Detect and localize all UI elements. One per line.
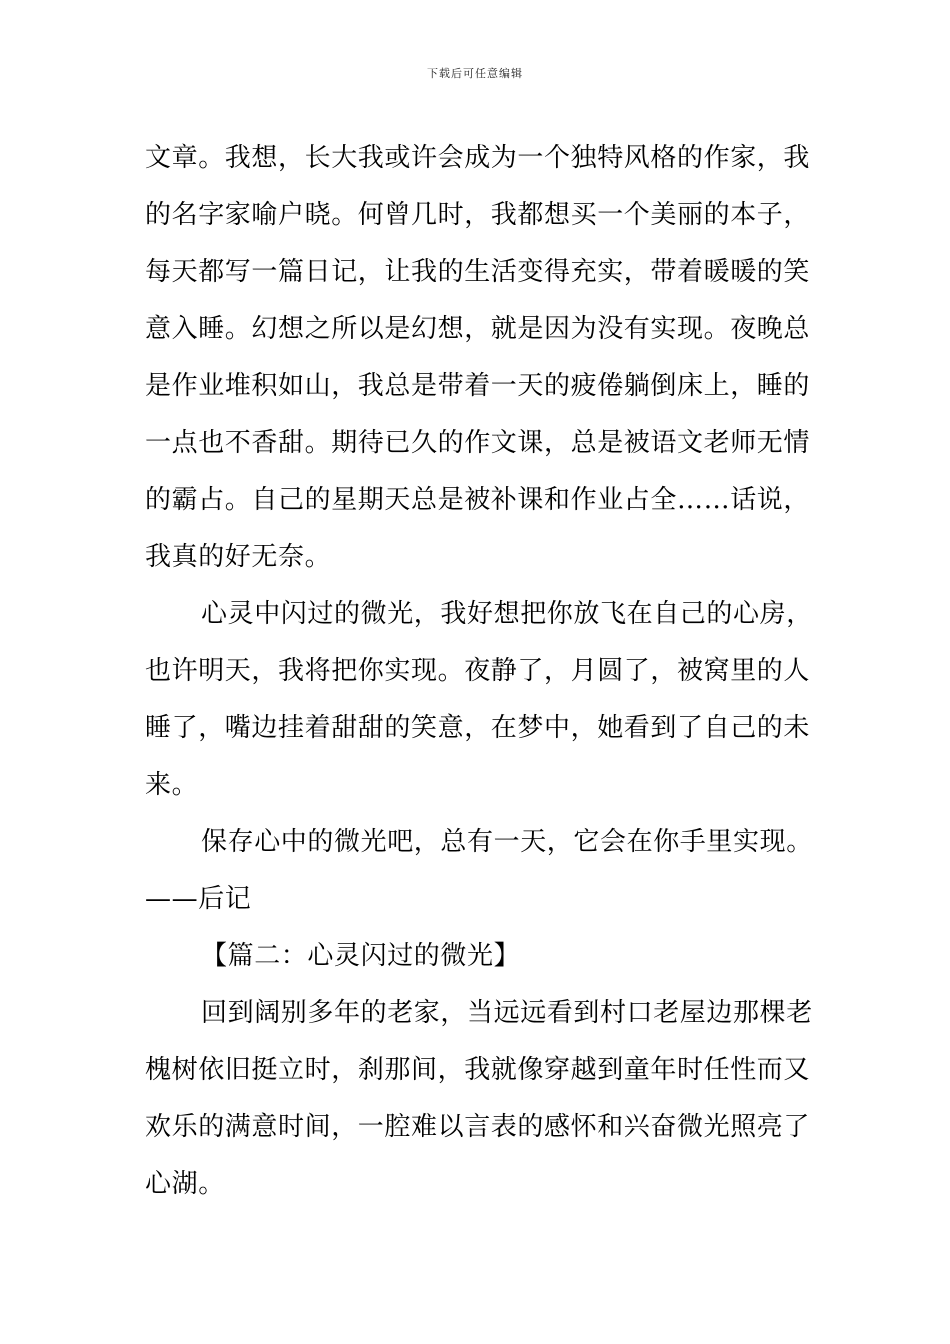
text-line: 欢乐的满意时间，一腔难以言表的感怀和兴奋微光照亮了	[145, 1112, 811, 1142]
text-line: 槐树依旧挺立时，刹那间，我就像穿越到童年时任性而又	[145, 1055, 811, 1085]
afterword-line: ——后记	[145, 884, 252, 914]
text-line: 文章。我想，长大我或许会成为一个独特风格的作家，我	[145, 143, 811, 173]
text-line: 来。	[145, 770, 199, 800]
text-line: 心湖。	[145, 1169, 225, 1199]
text-line: 我真的好无奈。	[145, 542, 332, 572]
section-heading: 【篇二：心灵闪过的微光】	[201, 941, 521, 971]
document-body	[145, 130, 815, 1213]
page-header: 下载后可任意编辑	[427, 67, 523, 80]
text-line: 的名字家喻户晓。何曾几时，我都想买一个美丽的本子，	[145, 200, 811, 230]
text-line: 每天都写一篇日记，让我的生活变得充实，带着暖暖的笑	[145, 257, 811, 287]
text-line: 的霸占。自己的星期天总是被补课和作业占全……话说，	[145, 485, 811, 515]
paragraph-start-line: 回到阔别多年的老家，当远远看到村口老屋边那棵老	[201, 998, 813, 1028]
paragraph-start-line: 保存心中的微光吧，总有一天，它会在你手里实现。	[201, 827, 813, 857]
text-line: 意入睡。幻想之所以是幻想，就是因为没有实现。夜晚总	[145, 314, 811, 344]
text-line: 也许明天，我将把你实现。夜静了，月圆了，被窝里的人	[145, 656, 811, 686]
text-line: 睡了，嘴边挂着甜甜的笑意，在梦中，她看到了自己的未	[145, 713, 811, 743]
text-line: 一点也不香甜。期待已久的作文课，总是被语文老师无情	[145, 428, 811, 458]
paragraph-start-line: 心灵中闪过的微光，我好想把你放飞在自己的心房，	[201, 599, 813, 629]
text-line: 是作业堆积如山，我总是带着一天的疲倦躺倒床上，睡的	[145, 371, 811, 401]
